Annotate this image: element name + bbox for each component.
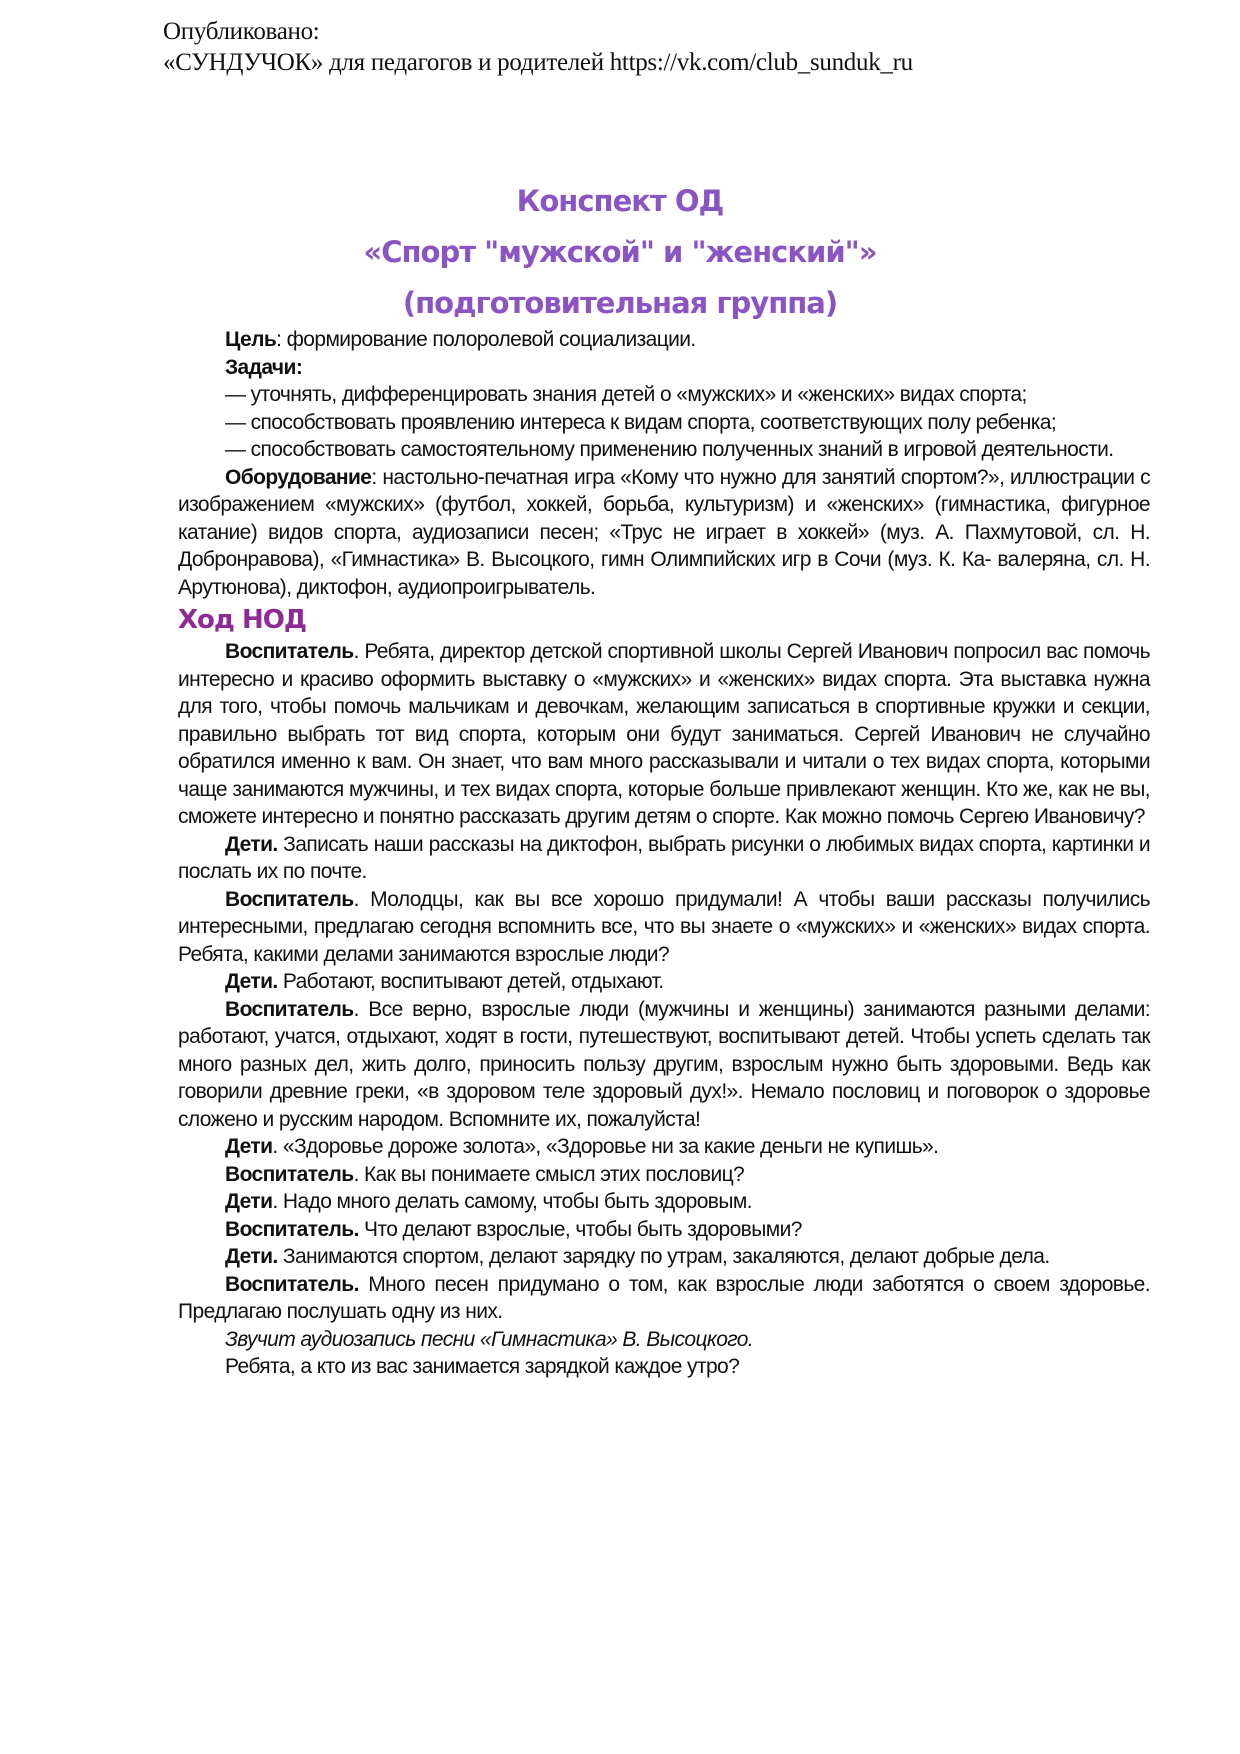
equipment-paragraph — [178, 464, 1150, 602]
publication-header — [163, 16, 913, 78]
speech-text: Много песен придумано о том, как взрослые люди заботятся о своем здоровье. Предлагаю послушать одну из них. — [178, 1272, 1150, 1323]
speaker-name: Дети — [225, 1190, 273, 1213]
document-title — [0, 176, 1240, 329]
dialogue-line — [178, 886, 1150, 969]
closing-line: Ребята, а кто из вас занимается зарядкой каждое утро? — [225, 1355, 740, 1378]
dialogue-line — [178, 1161, 1150, 1189]
dialogue-line — [178, 1188, 1150, 1216]
dialogue-line — [178, 638, 1150, 831]
published-label: Опубликовано: — [163, 18, 320, 45]
equipment-text: : настольно-печатная игра «Кому что нужно для занятий спортом?», иллюстрации с изображением «мужских» (футбол, хоккей, борьба, культуризм) и «женских» (гимнастика, фигурное катание) видов спорта, аудиозаписи песен; «Трус не играет в хоккей» (муз. А. Пахмутовой, сл. Н. Добронравова), «Гимнастика» В. Высоцкого, гимн Олимпийских игр в Сочи (муз. К. Ка- валеряна, сл. Н. Арутюнова), диктофон, аудиопроигрыватель. — [178, 465, 1150, 599]
dialogue-line — [178, 831, 1150, 886]
stage-direction — [178, 1326, 1150, 1354]
title-line-1: Конспект ОД — [516, 184, 724, 218]
goal-label: Цель — [225, 328, 277, 351]
speech-text: Работают, воспитывают детей, отдыхают. — [277, 970, 664, 993]
publisher-line: «СУНДУЧОК» для педагогов и родителей https://vk.com/club_sunduk_ru — [163, 49, 913, 76]
speaker-name: Дети. — [225, 970, 278, 993]
speech-text: . Ребята, директор детской спортивной школы Сергей Иванович попросил вас помочь интересно и красиво оформить выставку о «мужских» и «женских» видах спорта. Эта выставка нужна для того, чтобы помочь мальчикам и девочкам, желающим записаться в спортивные кружки и секции, правильно выбрать тот вид спорта, которым они будут заниматься. Сергей Иванович не случайно обратился именно к вам. Он знает, что вам много рассказывали и читали о тех видах спорта, которыми чаще занимаются мужчины, и тех видах спорта, которые больше привлекают женщин. Кто же, как не вы, сможете интересно и понятно рассказать другим детям о спорте. Как можно помочь Сергею Ивановичу? — [178, 640, 1150, 828]
speaker-name: Воспитатель — [225, 997, 354, 1021]
speaker-name: Дети. — [225, 1245, 278, 1268]
speaker-name: Дети. — [225, 832, 278, 856]
speaker-name: Воспитатель — [225, 1162, 354, 1186]
speech-text: . Молодцы, как вы все хорошо придумали! А чтобы ваши рассказы получились интересными, предлагаю сегодня вспомнить все, что вы знаете о «мужских» и «женских» видах спорта. Ребята, какими делами занимаются взрослые люди? — [178, 887, 1150, 966]
speaker-name: Воспитатель — [225, 640, 354, 663]
title-line-3: (подготовительная группа) — [402, 286, 838, 320]
speech-text: Записать наши рассказы на диктофон, выбрать рисунки о любимых видах спорта, картинки и послать их по почте. — [178, 832, 1150, 883]
speech-text: . Все верно, взрослые люди (мужчины и женщины) занимаются разными делами: работают, учатся, отдыхают, ходят в гости, путешествуют, воспитывают детей. Чтобы успеть сделать так много разных дел, жить долго, приносить пользу другим, взрослым нужно быть здоровыми. Ведь как говорили древние греки, «в здоровом теле здоровый дух!». Немало пословиц и поговорок о здоровье сложено и русским народом. Вспомните их, пожалуйста! — [178, 997, 1150, 1131]
section-heading: Ход НОД — [178, 605, 306, 635]
speech-text: . «Здоровье дороже золота», «Здоровье ни за какие деньги не купишь». — [272, 1135, 939, 1158]
document-body — [178, 326, 1150, 1381]
task-item: — способствовать проявлению интереса к видам спорта, соответствующих полу ребенка; — [225, 410, 1057, 434]
tasks-heading — [178, 354, 1150, 382]
stage-direction-text: Звучит аудиозапись песни «Гимнастика» В. Высоцкого. — [225, 1327, 754, 1351]
speech-text: . Как вы понимаете смысл этих пословиц? — [353, 1162, 745, 1186]
dialogue-line — [178, 1243, 1150, 1271]
title-line-2: «Спорт "мужской" и "женский"» — [363, 235, 877, 269]
goal-text: : формирование полоролевой социализации. — [276, 328, 696, 351]
task-item: — способствовать самостоятельному применению полученных знаний в игровой деятельности. — [225, 438, 1114, 461]
dialogue-line — [178, 968, 1150, 996]
tasks-label: Задачи: — [225, 355, 303, 379]
task-item: — уточнять, дифференцировать знания детей о «мужских» и «женских» видах спорта; — [225, 383, 1027, 406]
speaker-name: Дети — [225, 1135, 273, 1158]
speaker-name: Воспитатель. — [225, 1217, 359, 1241]
dialogue-line — [178, 996, 1150, 1134]
dialogue-line — [178, 1271, 1150, 1326]
speech-text: Занимаются спортом, делают зарядку по утрам, закаляются, делают добрые дела. — [277, 1245, 1050, 1268]
equipment-label: Оборудование — [225, 465, 372, 489]
dialogue — [178, 638, 1150, 1326]
dialogue-line — [178, 1133, 1150, 1161]
goal-paragraph — [178, 326, 1150, 354]
speech-text: Что делают взрослые, чтобы быть здоровыми? — [358, 1217, 802, 1241]
dialogue-line — [178, 1216, 1150, 1244]
speaker-name: Воспитатель. — [225, 1272, 359, 1296]
speaker-name: Воспитатель — [225, 887, 354, 911]
speech-text: . Надо много делать самому, чтобы быть здоровым. — [272, 1190, 752, 1213]
